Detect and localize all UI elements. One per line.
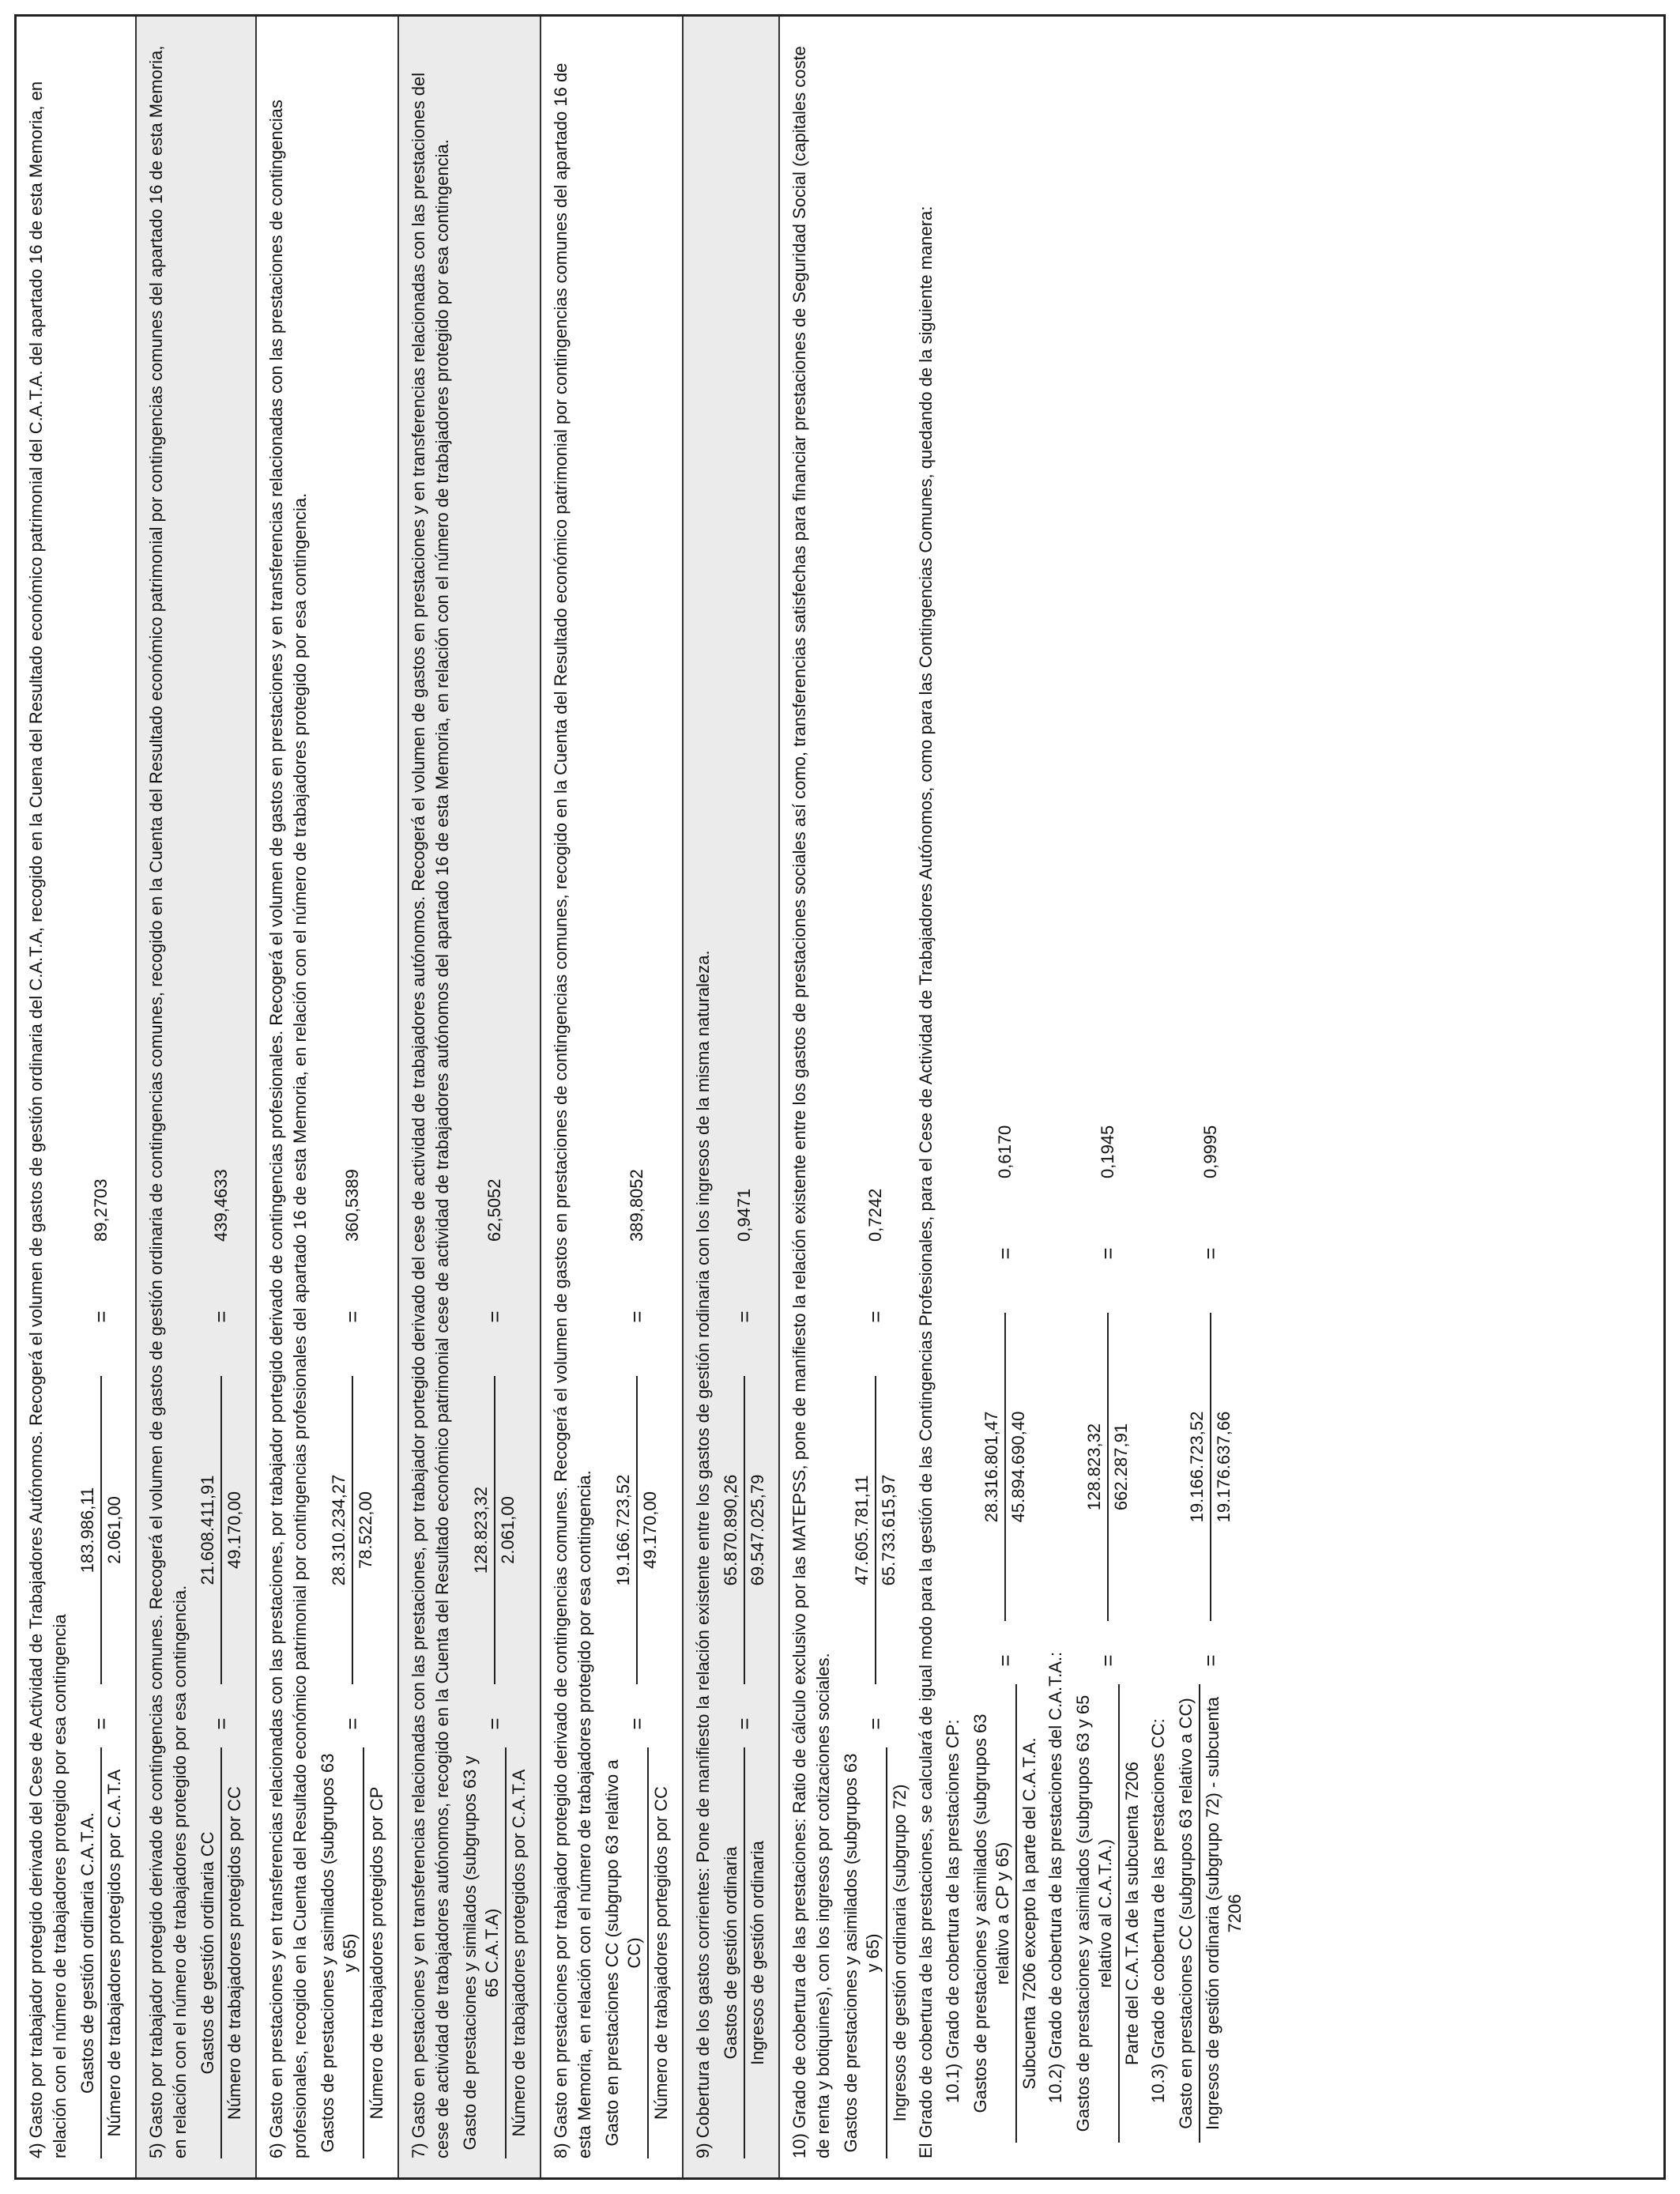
label-fraction xyxy=(720,1747,769,2158)
ratio-row xyxy=(601,36,672,2158)
denominator-value: 78.522,00 xyxy=(356,1491,375,1569)
numerator-label: Gastos de prestaciones y asimilados (subgrupos 63 y 65) xyxy=(317,1747,364,2158)
label-fraction xyxy=(317,1747,388,2158)
value-fraction xyxy=(851,1360,900,1700)
denominator-value: 45.894.690,40 xyxy=(1008,1411,1028,1523)
numerator-value: 21.608.411,91 xyxy=(197,1376,222,1684)
subsection-title: 10.2) Grado de cobertura de las prestaciones del C.A.T.A.: xyxy=(1045,1651,1065,2103)
ratio-result: 0,9995 xyxy=(1200,1125,1220,1178)
label-fraction xyxy=(459,1747,530,2158)
section-text: 7) Gasto en pestaciones y en transferencias relacionadas con las prestaciones, por trabajador portegido derivado del cese de actividad de trabajadores autónomos. Recogerá el volumen de gastos en prestaciones y en transferencias relacionadas con las prestaciones del cese de actividad de trabajadores autónomos, recogido en la Cuenta del Resultado económico patrimonial cese de actividad de trabajadores autónomos del apartado 16 de esta Memoria, en relación con el número de trabajadores protegido por esa contingencia. xyxy=(409,72,452,2158)
label-fraction xyxy=(970,1684,1041,2143)
ratio-result: 62,5052 xyxy=(484,1178,504,1242)
section-text: 6) Gasto en prestaciones y en transferencias relacionadas con las prestaciones, por trabajador portegido derivado de contingencias profesionales. Recogerá el volumen de gastos en prestaciones y en transferencias relacionadas con las prestaciones de contingencias profesionales, recogido en la Cuenta del Resultado económico patrimonial por contingencias profesionales del apartado 16 de esta Memoria, en relación con el número de trabajadores protegido por esa contingencia. xyxy=(266,100,310,2158)
denominator-value: 2.061,00 xyxy=(104,1496,124,1564)
section-text-secondary: El Grado de cobertura de las prestaciones, se calculará de igual modo para la gestión de las Contingencias Profesionales, para el Cese de Actividad de Trabajadores Autónomos, como para las Contingencias Comunes, quedando de la siguiente manera: xyxy=(916,205,936,2158)
ratio-result: 0,7242 xyxy=(865,1188,885,1242)
equals-sign: = xyxy=(732,1717,756,1730)
numerator-value: 47.605.781,11 xyxy=(851,1376,876,1684)
equals-sign: = xyxy=(624,1717,649,1730)
section-s6 xyxy=(257,17,399,2177)
label-fraction xyxy=(77,1747,126,2158)
numerator-label: Gasto en prestaciones CC (subgrupos 63 relativo a CC) xyxy=(1175,1684,1200,2143)
numerator-value: 183.986,11 xyxy=(77,1376,102,1684)
value-fraction xyxy=(470,1360,519,1700)
equals-sign: = xyxy=(89,1717,113,1730)
numerator-value: 128.823,32 xyxy=(1083,1313,1109,1621)
ratio-result: 0,6170 xyxy=(995,1125,1015,1178)
ratio-row xyxy=(840,36,911,2158)
numerator-value: 28.316.801,47 xyxy=(981,1313,1006,1621)
equals-sign: = xyxy=(209,1310,233,1323)
ratio-row xyxy=(317,36,388,2158)
numerator-label: Gastos de gestión ordinaria xyxy=(720,1747,745,2158)
section-text: 9) Cobertura de los gastos corrientes: Pone de manifiesto la relación existente entre los gastos de gestión rodinaria con los ingresos de la misma naturaleza. xyxy=(693,950,713,2158)
numerator-label: Gastos de prestaciones y asimilados (subgrupos 63 y 65) xyxy=(840,1747,887,2158)
ratio-result: 389,8052 xyxy=(627,1169,646,1242)
section-s5 xyxy=(137,17,257,2177)
section-s4 xyxy=(17,17,137,2177)
value-fraction xyxy=(1083,1297,1132,1637)
label-fraction xyxy=(1175,1684,1246,2143)
denominator-label: Número de trabajadores protegidos por CC xyxy=(224,1786,244,2120)
denominator-label: Número de trabajadores protegidos por C.A.T.A xyxy=(509,1769,529,2137)
denominator-label: Parte del C.A.T.A de la subcuenta 7206 xyxy=(1122,1761,1142,2066)
denominator-label: Ingresos de gestión ordinaria xyxy=(748,1841,767,2065)
label-fraction xyxy=(197,1747,246,2158)
numerator-label: Gastos de prestaciones y asimilados (subgrupos 63 relativo a CP y 65) xyxy=(970,1684,1017,2143)
denominator-label: Número de trabajadores portegidos por CC xyxy=(651,1786,671,2120)
ratio-row xyxy=(720,36,769,2158)
equals-sign: = xyxy=(482,1310,507,1323)
denominator-label: Subcuenta 7206 excepto la parte del C.A.T.A. xyxy=(1019,1737,1039,2090)
ratio-result: 89,2703 xyxy=(91,1178,111,1242)
ratio-result: 0,1945 xyxy=(1098,1125,1117,1178)
section-text: 4) Gasto por trabajador protegido derivado del Cese de Actividad de Trabajadores Autónomos. Recogerá el volumen de gastos de gestión ordinaria del C.A.T.A, recogido en la Cuena del Resultado económico patrimonial del C.A.T.A. del apartado 16 de esta Memoria, en relación con el número de trabajadores protegido por esa contingencia xyxy=(26,81,70,2158)
value-fraction xyxy=(981,1297,1030,1637)
numerator-label: Gasto de prestaciones y similados (subgrupos 63 y 65 C.A.T.A) xyxy=(459,1747,507,2158)
label-fraction xyxy=(840,1747,911,2158)
numerator-label: Gastos de prestaciones y asimilados (subgrupos 63 y 65 relativo al C.A.T.A.) xyxy=(1072,1684,1120,2143)
equals-sign: = xyxy=(1198,1247,1222,1260)
equals-sign: = xyxy=(993,1654,1017,1667)
equals-sign: = xyxy=(732,1310,756,1323)
denominator-value: 19.176.637,66 xyxy=(1214,1411,1234,1523)
section-text: 5) Gasto por trabajador protegido derivado de contingencias comunes. Recogerá el volumen de gastos de gestión ordinaria de contingencias comunes, recogido en la Cuenta del Resultado económico patrimonial por contingencias comunes del apartado 16 de esta Memoria, en relación con el número de trabajadores protegido por esa contingencia. xyxy=(146,45,190,2158)
label-fraction xyxy=(601,1747,672,2158)
denominator-value: 49.170,00 xyxy=(224,1491,244,1569)
numerator-value: 19.166.723,52 xyxy=(1186,1313,1211,1621)
value-fraction xyxy=(77,1360,126,1700)
equals-sign: = xyxy=(209,1717,233,1730)
subsection-title: 10.1) Grado de cobertura de las prestaciones CP: xyxy=(943,1719,962,2103)
ratios-document xyxy=(14,14,1666,2180)
equals-sign: = xyxy=(863,1717,887,1730)
equals-sign: = xyxy=(340,1717,364,1730)
value-fraction xyxy=(720,1360,769,1700)
ratio-row xyxy=(1072,36,1143,2158)
numerator-value: 65.870.890,26 xyxy=(720,1376,745,1684)
numerator-value: 19.166.723,52 xyxy=(612,1376,638,1684)
section-s9 xyxy=(684,17,780,2177)
equals-sign: = xyxy=(993,1247,1017,1260)
numerator-value: 28.310.234,27 xyxy=(328,1376,353,1684)
value-fraction xyxy=(1186,1297,1235,1637)
denominator-value: 2.061,00 xyxy=(498,1496,518,1564)
denominator-label: Ingresos de gestión ordinaria (subgrupo 72) xyxy=(890,1784,910,2122)
ratio-row xyxy=(459,36,530,2158)
equals-sign: = xyxy=(1095,1654,1120,1667)
denominator-value: 49.170,00 xyxy=(640,1491,660,1569)
value-fraction xyxy=(328,1360,377,1700)
ratio-row xyxy=(77,36,126,2158)
value-fraction xyxy=(612,1360,661,1700)
numerator-label: Gastos de gestión ordinaria CC xyxy=(197,1747,222,2158)
numerator-value: 128.823,32 xyxy=(470,1376,495,1684)
value-fraction xyxy=(197,1360,246,1700)
denominator-label: Número de trabajadores protegidos por C.A.T.A xyxy=(104,1769,124,2137)
denominator-label: Ingresos de gestión ordinaria (subgrupo 72) - subcuenta 7206 xyxy=(1203,1697,1245,2130)
denominator-label: Número de trabajadores protegidos por CP xyxy=(367,1786,386,2120)
equals-sign: = xyxy=(624,1310,649,1323)
ratio-result: 439,4633 xyxy=(211,1169,231,1242)
equals-sign: = xyxy=(340,1310,364,1323)
label-fraction xyxy=(1072,1684,1143,2143)
section-s7 xyxy=(399,17,541,2177)
denominator-value: 662.287,91 xyxy=(1111,1423,1131,1511)
section-text: 8) Gasto en prestaciones por trabajador protegido derivado de contingencias comunes. Recogerá el volumen de gastos en prestaciones de contingencias comunes, recogido en la Cuenta del Resultado económico patrimonial por contingencias comunes del apartado 16 de esta Memoria, en relación con el número de trabajadores protegido por esa contingencia. xyxy=(551,62,594,2158)
section-s8 xyxy=(541,17,684,2177)
section-text: 10) Grado de cobertura de las prestaciones: Ratio de cálculo exclusivo por las MATEPSS, pone de manifiesto la relación existente entre los gastos de prestaciones sociales así como, transferencias satisfechas para financiar prestaciones de Seguridad Social (capitales coste de renta y botiquines), con los ingresos por cotizaciones sociales. xyxy=(789,46,833,2158)
ratio-result: 0,9471 xyxy=(734,1188,754,1242)
section-s10 xyxy=(780,17,1663,2177)
denominator-value: 69.547.025,79 xyxy=(748,1474,767,1586)
denominator-value: 65.733.615,97 xyxy=(879,1474,898,1586)
equals-sign: = xyxy=(89,1310,113,1323)
numerator-label: Gasto en prestaciones CC (subgrupo 63 relativo a CC) xyxy=(601,1747,649,2158)
ratio-result: 360,5389 xyxy=(342,1169,362,1242)
subsection-title: 10.3) Grado de cobertura de las prestaciones CC: xyxy=(1148,1718,1168,2103)
numerator-label: Gastos de gestión ordinaria C.A.T.A. xyxy=(77,1747,102,2158)
ratio-row xyxy=(1175,36,1246,2158)
equals-sign: = xyxy=(1095,1247,1120,1260)
ratio-row xyxy=(970,36,1041,2158)
ratio-row xyxy=(197,36,246,2158)
equals-sign: = xyxy=(1198,1654,1222,1667)
equals-sign: = xyxy=(863,1310,887,1323)
equals-sign: = xyxy=(482,1717,507,1730)
